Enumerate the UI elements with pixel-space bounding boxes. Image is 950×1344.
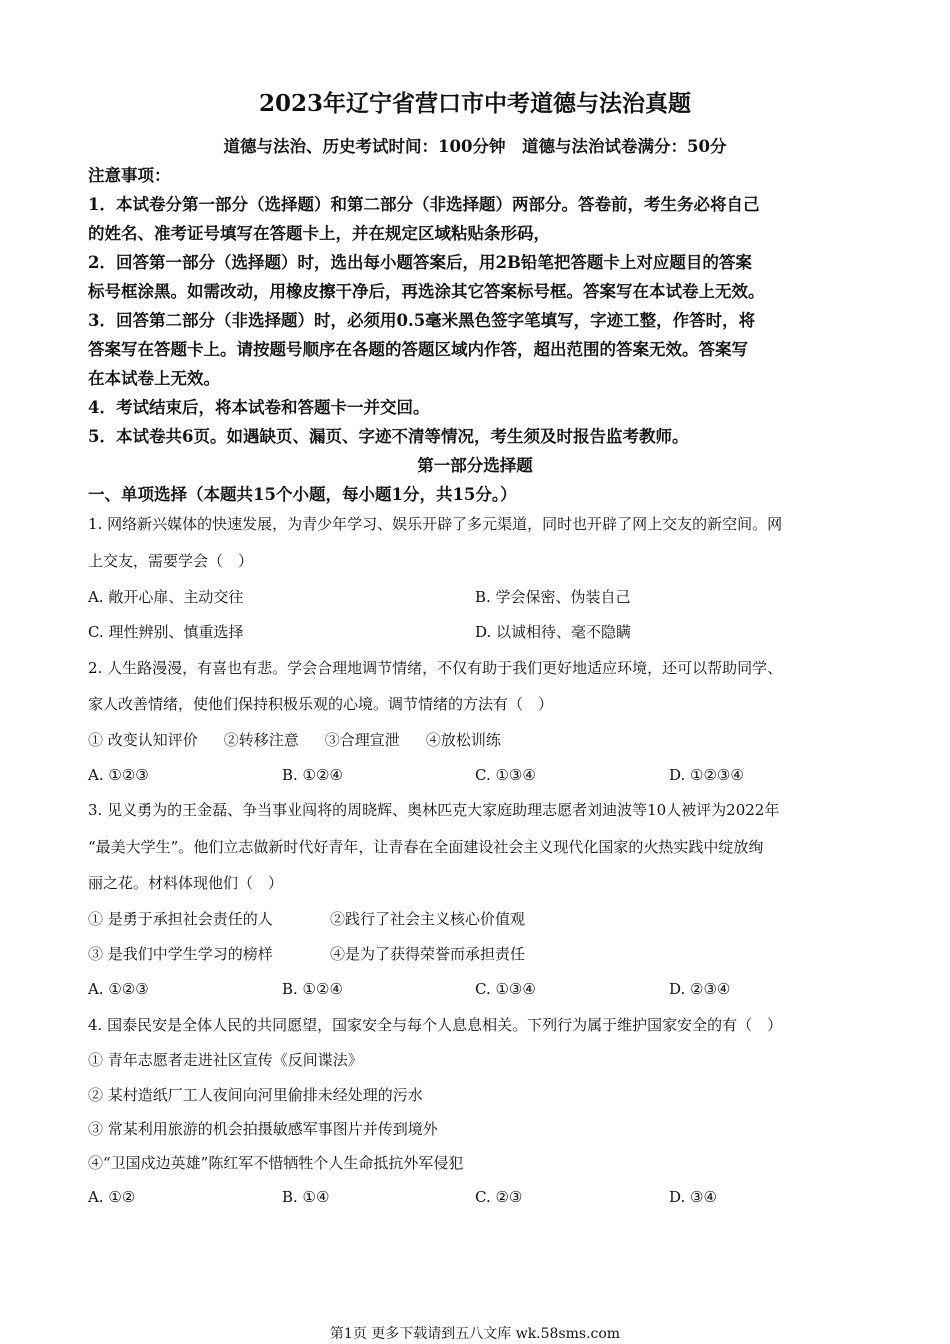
- option-row: [88, 621, 878, 643]
- question-text: 1. 网络新兴媒体的快速发展，为青少年学习、娱乐开辟了多元渠道，同时也开辟了网上交友的新空间。网: [88, 515, 783, 533]
- question-text: 丽之花。材料体现他们（ ）: [88, 874, 284, 892]
- option-d: D. ③④: [669, 1188, 717, 1206]
- question-text: 2. 人生路漫漫，有喜也有悲。学会合理地调节情绪，不仅有助于我们更好地适应环境，还可以帮助同学、: [88, 659, 783, 677]
- question-text: 3. 见义勇为的王金磊、争当事业闯将的周晓辉、奥林匹克大家庭助理志愿者刘迪波等10人被评为2022年: [88, 801, 780, 819]
- part-title: 第一部分选择题: [417, 456, 533, 475]
- statement: ① 是勇于承担社会责任的人: [88, 910, 273, 928]
- notice-line: 标号框涂黑。如需改动，用橡皮擦干净后，再选涂其它答案标号框。答案写在本试卷上无效。: [88, 282, 765, 301]
- option-c: C. 理性辨别、慎重选择: [88, 623, 244, 641]
- option-row: [88, 978, 878, 1000]
- question-text: 家人改善情绪，使他们保持积极乐观的心境。调节情绪的方法有（ ）: [88, 695, 554, 713]
- statement: ④是为了获得荣誉而承担责任: [330, 945, 526, 963]
- option-d: D. 以诚相待、毫不隐瞒: [475, 623, 632, 641]
- statement: ③ 常某利用旅游的机会拍摄敏感军事图片并传到境外: [88, 1120, 438, 1138]
- exam-info: 道德与法治、历史考试时间：100分钟 道德与法治试卷满分：50分: [223, 137, 727, 156]
- statement: ① 改变认知评价: [88, 731, 198, 749]
- option-c: C. ①③④: [475, 980, 536, 998]
- question-text: “最美大学生”。他们立志做新时代好青年，让青春在全面建设社会主义现代化国家的火热实践中绽放绚: [88, 838, 764, 856]
- statement: ③合理宣泄: [324, 731, 400, 749]
- option-a: A. ①②: [88, 1188, 136, 1206]
- notice-line: 在本试卷上无效。: [88, 369, 220, 388]
- section-title: 一、单项选择（本题共15个小题，每小题1分，共15分。）: [88, 485, 517, 504]
- option-c: C. ①③④: [475, 766, 536, 784]
- notice-line: 的姓名、准考证号填写在答题卡上，并在规定区域粘贴条形码，: [88, 224, 550, 243]
- option-row: [88, 586, 878, 608]
- notice-line: 1．本试卷分第一部分（选择题）和第二部分（非选择题）两部分。答卷前，考生务必将自己: [88, 195, 760, 214]
- notice-line: 3．回答第二部分（非选择题）时，必须用0.5毫米黑色签字笔填写，字迹工整，作答时，将: [88, 311, 756, 330]
- statement-row: [88, 908, 878, 930]
- option-a: A. ①②③: [88, 766, 149, 784]
- statement: ④“卫国戍边英雄”陈红军不惜牺牲个人生命抵抗外军侵犯: [88, 1154, 464, 1172]
- statement-row: [88, 729, 527, 751]
- option-d: D. ①②③④: [669, 766, 744, 784]
- statement: ③ 是我们中学生学习的榜样: [88, 945, 273, 963]
- notice-line: 4．考试结束后，将本试卷和答题卡一并交回。: [88, 398, 430, 417]
- option-d: D. ②③④: [669, 980, 731, 998]
- option-b: B. ①②④: [282, 766, 343, 784]
- notice-line: 2．回答第一部分（选择题）时，选出每小题答案后，用2B铅笔把答题卡上对应题目的答案: [88, 253, 752, 272]
- statement: ① 青年志愿者走进社区宣传《反间谍法》: [88, 1051, 363, 1069]
- question-text: 4. 国泰民安是全体人民的共同愿望，国家安全与每个人息息相关。下列行为属于维护国家安全的有（ ）: [88, 1016, 783, 1034]
- statement: ② 某村造纸厂工人夜间向河里偷排未经处理的污水: [88, 1086, 423, 1104]
- notice-line: 答案写在答题卡上。请按题号顺序在各题的答题区域内作答，超出范围的答案无效。答案写: [88, 340, 748, 359]
- option-a: A. ①②③: [88, 980, 149, 998]
- notice-line: 5．本试卷共6页。如遇缺页、漏页、字迹不清等情况，考生须及时报告监考教师。: [88, 427, 689, 446]
- question-text: 上交友，需要学会（ ）: [88, 552, 254, 570]
- option-b: B. ①④: [282, 1188, 330, 1206]
- statement: ②转移注意: [223, 731, 299, 749]
- page-title: 2023年辽宁省营口市中考道德与法治真题: [258, 90, 691, 117]
- option-row: [88, 764, 878, 786]
- statement: ④放松训练: [425, 731, 501, 749]
- page-footer: 第1页 更多下载请到五八文库 wk.58sms.com: [329, 1326, 621, 1342]
- option-row: [88, 1186, 878, 1208]
- statement: ②践行了社会主义核心价值观: [330, 910, 526, 928]
- statement-row: [88, 943, 878, 965]
- notice-heading: 注意事项：: [88, 166, 171, 185]
- option-a: A. 敞开心扉、主动交往: [88, 588, 244, 606]
- option-c: C. ②③: [475, 1188, 523, 1206]
- option-b: B. ①②④: [282, 980, 343, 998]
- option-b: B. 学会保密、伪装自己: [475, 588, 631, 606]
